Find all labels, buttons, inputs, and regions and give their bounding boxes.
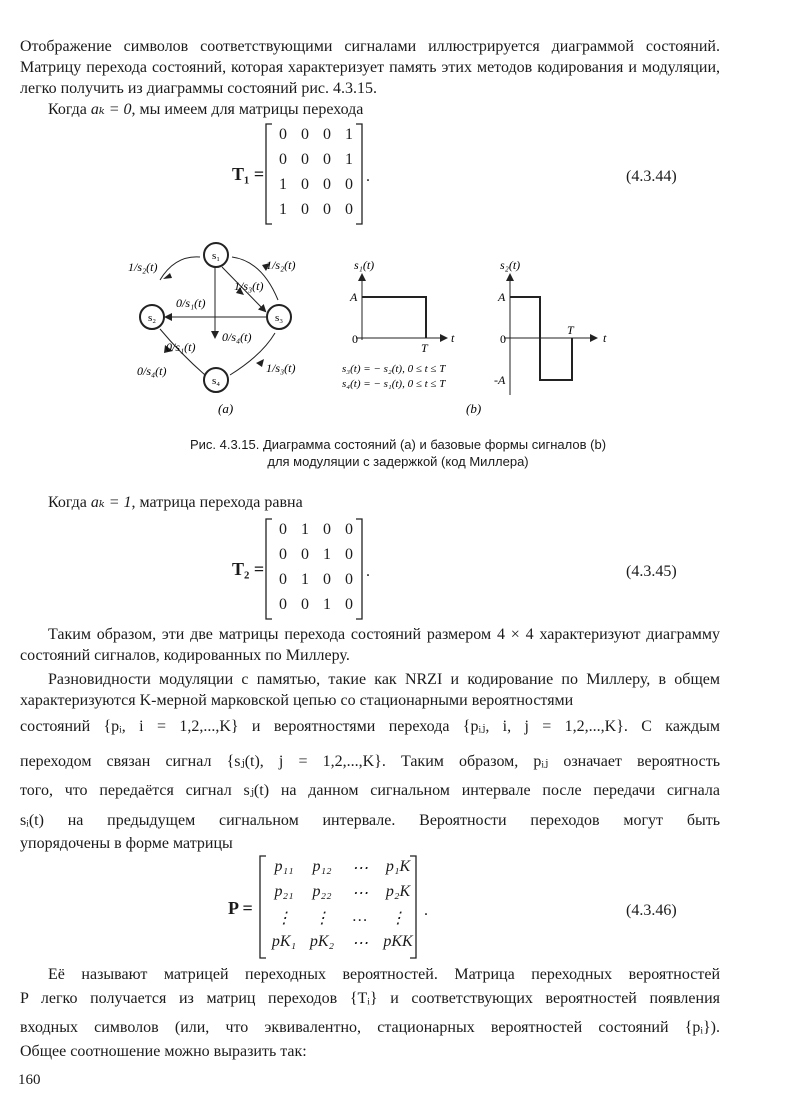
s2-level-neg-a: -A bbox=[494, 373, 506, 387]
edge-label-6: 0/s₁(t) bbox=[166, 340, 196, 354]
matrix-p-cell-2-2: … bbox=[352, 908, 368, 925]
matrix-t2-cell-0-0: 0 bbox=[279, 521, 287, 538]
subfigure-b-label: (b) bbox=[466, 401, 482, 416]
matrix-p-cell-0-3: p₁K bbox=[385, 858, 411, 875]
paragraph-markov-6: упорядочены в форме матрицы bbox=[20, 835, 233, 852]
matrix-t1-cell-2-3: 0 bbox=[345, 176, 353, 193]
matrix-p-cell-1-3: p₂K bbox=[385, 883, 411, 900]
edge-label-1: 1/s₂(t) bbox=[128, 260, 158, 274]
state-s3: s₃ bbox=[274, 312, 284, 324]
equation-4-3-44 bbox=[0, 120, 796, 228]
equation-4-3-45 bbox=[0, 515, 796, 623]
matrix-p-entries bbox=[266, 858, 418, 958]
matrix-p-cell-2-3: ⋮ bbox=[390, 910, 406, 927]
matrix-p-cell-1-0: p₂₁ bbox=[274, 883, 294, 900]
matrix-t2-cell-0-1: 1 bbox=[301, 521, 309, 538]
figure-caption-line-1: Рис. 4.3.15. Диаграмма состояний (a) и базовые формы сигналов (b) bbox=[189, 437, 607, 452]
state-s1: s₁ bbox=[211, 250, 221, 262]
paragraph-markov-1: Разновидности модуляции с памятью, такие как NRZI и кодирование по Миллеру, в общем характеризуются K-мерной марковской цепью со стационарными вероятностями bbox=[20, 671, 720, 709]
matrix-t1-entries bbox=[272, 126, 360, 226]
waveform-s1-title: s₁(t) bbox=[354, 258, 375, 272]
text-when-1: Когда bbox=[48, 101, 87, 118]
matrix-p-cell-3-0: pK₁ bbox=[271, 933, 297, 950]
matrix-t1-cell-1-1: 0 bbox=[301, 151, 309, 168]
matrix-t1-cell-1-0: 0 bbox=[279, 151, 287, 168]
paragraph-summary: Таким образом, эти две матрицы перехода состояний размером 4 × 4 характеризуют диаграмму состояний сигналов, кодированных по Миллеру. bbox=[20, 626, 720, 664]
condition-ak-1: aₖ = 1 bbox=[90, 494, 132, 511]
matrix-p-cell-3-2: ⋯ bbox=[352, 935, 368, 952]
paragraph-transition-3: входных символов (или, что эквивалентно, стационарных вероятностей состояний {pᵢ}). bbox=[20, 1019, 720, 1036]
matrix-t2-cell-0-2: 0 bbox=[323, 521, 331, 538]
paragraph-transition-2: P легко получается из матриц переходов {Tᵢ} и соответствующих вероятностей появления bbox=[20, 990, 720, 1007]
matrix-p-cell-0-0: p₁₁ bbox=[274, 858, 294, 875]
matrix-p-cell-1-1: p₂₂ bbox=[312, 883, 332, 900]
condition-line-2 bbox=[48, 492, 303, 512]
condition-line-1 bbox=[48, 99, 363, 119]
matrix-t1-cell-2-1: 0 bbox=[301, 176, 309, 193]
equation-number-4-3-44: (4.3.44) bbox=[626, 168, 677, 185]
matrix-t2-cell-0-3: 0 bbox=[345, 521, 353, 538]
edge-label-8: 1/s₃(t) bbox=[266, 361, 296, 375]
matrix-t1-cell-2-0: 1 bbox=[279, 176, 287, 193]
matrix-t1-cell-3-3: 0 bbox=[345, 201, 353, 218]
equation-4-3-46 bbox=[0, 852, 796, 962]
matrix-t1-cell-0-2: 0 bbox=[323, 126, 331, 143]
s1-period-t: T bbox=[421, 341, 428, 355]
matrix-t2-cell-3-0: 0 bbox=[279, 596, 287, 613]
relation-s3: s₃(t) = − s₂(t), 0 ≤ t ≤ T bbox=[342, 363, 446, 375]
paragraph-transition-4: Общее соотношение можно выразить так: bbox=[20, 1043, 307, 1060]
matrix-t2-entries bbox=[272, 521, 360, 621]
matrix-label-t1: T₁ = bbox=[232, 164, 265, 184]
paragraph-markov-3: переходом связан сигнал {sⱼ(t), j = 1,2,...,K}. Таким образом, pᵢⱼ означает вероятность bbox=[20, 753, 720, 770]
s1-t-axis: t bbox=[451, 331, 455, 345]
matrix-t2-cell-2-1: 1 bbox=[301, 571, 309, 588]
matrix-t1-cell-3-0: 1 bbox=[279, 201, 287, 218]
matrix-t1-cell-3-2: 0 bbox=[323, 201, 331, 218]
matrix-t2-cell-1-2: 1 bbox=[323, 546, 331, 563]
paragraph-intro: Отображение символов соответствующими сигналами иллюстрируется диаграммой состояний. Матрицу перехода состояний, которая характеризует память этих методов кодирования и модуляции, легко получить из диаграммы состояний рис. 4.3.15. bbox=[20, 38, 720, 97]
matrix-t1-cell-1-3: 1 bbox=[345, 151, 353, 168]
matrix-p-cell-1-2: ⋯ bbox=[352, 885, 368, 902]
matrix-t2-cell-2-3: 0 bbox=[345, 571, 353, 588]
edge-label-5: 0/s₄(t) bbox=[222, 330, 252, 344]
matrix-t1-cell-0-3: 1 bbox=[345, 126, 353, 143]
waveform-s1 bbox=[342, 258, 481, 416]
state-diagram bbox=[128, 243, 296, 416]
edge-label-3: 1/s₃(t) bbox=[234, 279, 264, 293]
waveform-s2-title: s₂(t) bbox=[500, 258, 521, 272]
matrix-t2-cell-2-2: 0 bbox=[323, 571, 331, 588]
state-s2: s₂ bbox=[147, 312, 157, 324]
matrix-t1-period: . bbox=[366, 168, 370, 185]
figure-caption-line-2: для модуляции с задержкой (код Миллера) bbox=[267, 454, 529, 469]
s1-zero: 0 bbox=[352, 332, 358, 346]
paragraph-transition-1: Её называют матрицей переходных вероятностей. Матрица переходных вероятностей bbox=[48, 966, 720, 983]
matrix-p-cell-3-3: pKK bbox=[383, 933, 413, 950]
paragraph-markov-2: состояний {pᵢ, i = 1,2,...,K} и вероятностями перехода {pᵢⱼ, i, j = 1,2,...,K}. С каждым bbox=[20, 718, 720, 735]
edge-label-7: 0/s₄(t) bbox=[137, 364, 167, 378]
paragraph-markov-5: sᵢ(t) на предыдущем сигнальном интервале. Вероятности переходов могут быть bbox=[20, 812, 720, 829]
edge-label-4: 0/s₁(t) bbox=[176, 296, 206, 310]
text-when-2: Когда bbox=[48, 494, 87, 511]
matrix-p-cell-3-1: pK₂ bbox=[309, 933, 335, 950]
matrix-t2-cell-1-0: 0 bbox=[279, 546, 287, 563]
text-matrix-1: , мы имеем для матрицы перехода bbox=[131, 101, 364, 118]
matrix-t2-cell-1-3: 0 bbox=[345, 546, 353, 563]
s2-zero: 0 bbox=[500, 332, 506, 346]
paragraph-markov-4: того, что передаётся сигнал sⱼ(t) на данном сигнальном интервале после передачи сигнала bbox=[20, 782, 720, 799]
matrix-p-period: . bbox=[424, 902, 428, 919]
matrix-t2-cell-3-3: 0 bbox=[345, 596, 353, 613]
matrix-t1-cell-0-1: 0 bbox=[301, 126, 309, 143]
matrix-t2-cell-1-1: 0 bbox=[301, 546, 309, 563]
matrix-t1-cell-0-0: 0 bbox=[279, 126, 287, 143]
matrix-t1-cell-2-2: 0 bbox=[323, 176, 331, 193]
matrix-t1-cell-3-1: 0 bbox=[301, 201, 309, 218]
s1-level-a: A bbox=[350, 290, 358, 304]
matrix-t2-cell-3-2: 1 bbox=[323, 596, 331, 613]
page-number: 160 bbox=[18, 1072, 41, 1088]
matrix-t2-cell-3-1: 0 bbox=[301, 596, 309, 613]
matrix-p-cell-0-1: p₁₂ bbox=[312, 858, 332, 875]
matrix-p-cell-2-0: ⋮ bbox=[276, 910, 292, 927]
state-s4: s₄ bbox=[211, 375, 221, 387]
subfigure-a-label: (a) bbox=[218, 401, 234, 416]
equation-number-4-3-45: (4.3.45) bbox=[626, 563, 677, 580]
matrix-t1-cell-1-2: 0 bbox=[323, 151, 331, 168]
s2-level-a: A bbox=[498, 290, 506, 304]
text-matrix-2: , матрица перехода равна bbox=[131, 494, 303, 511]
condition-ak-0: aₖ = 0 bbox=[90, 101, 132, 118]
relation-s4: s₄(t) = − s₁(t), 0 ≤ t ≤ T bbox=[342, 378, 446, 390]
matrix-p-cell-0-2: ⋯ bbox=[352, 860, 368, 877]
figure-4-3-15 bbox=[0, 235, 796, 425]
matrix-t2-period: . bbox=[366, 563, 370, 580]
matrix-label-p: P = bbox=[228, 898, 253, 918]
matrix-p-cell-2-1: ⋮ bbox=[314, 910, 330, 927]
matrix-t2-cell-2-0: 0 bbox=[279, 571, 287, 588]
edge-label-2: 1/s₂(t) bbox=[266, 258, 296, 272]
matrix-label-t2: T₂ = bbox=[232, 559, 265, 579]
waveform-s2 bbox=[494, 258, 607, 395]
equation-number-4-3-46: (4.3.46) bbox=[626, 902, 677, 919]
s2-period-t: T bbox=[567, 323, 574, 337]
s2-t-axis: t bbox=[603, 331, 607, 345]
